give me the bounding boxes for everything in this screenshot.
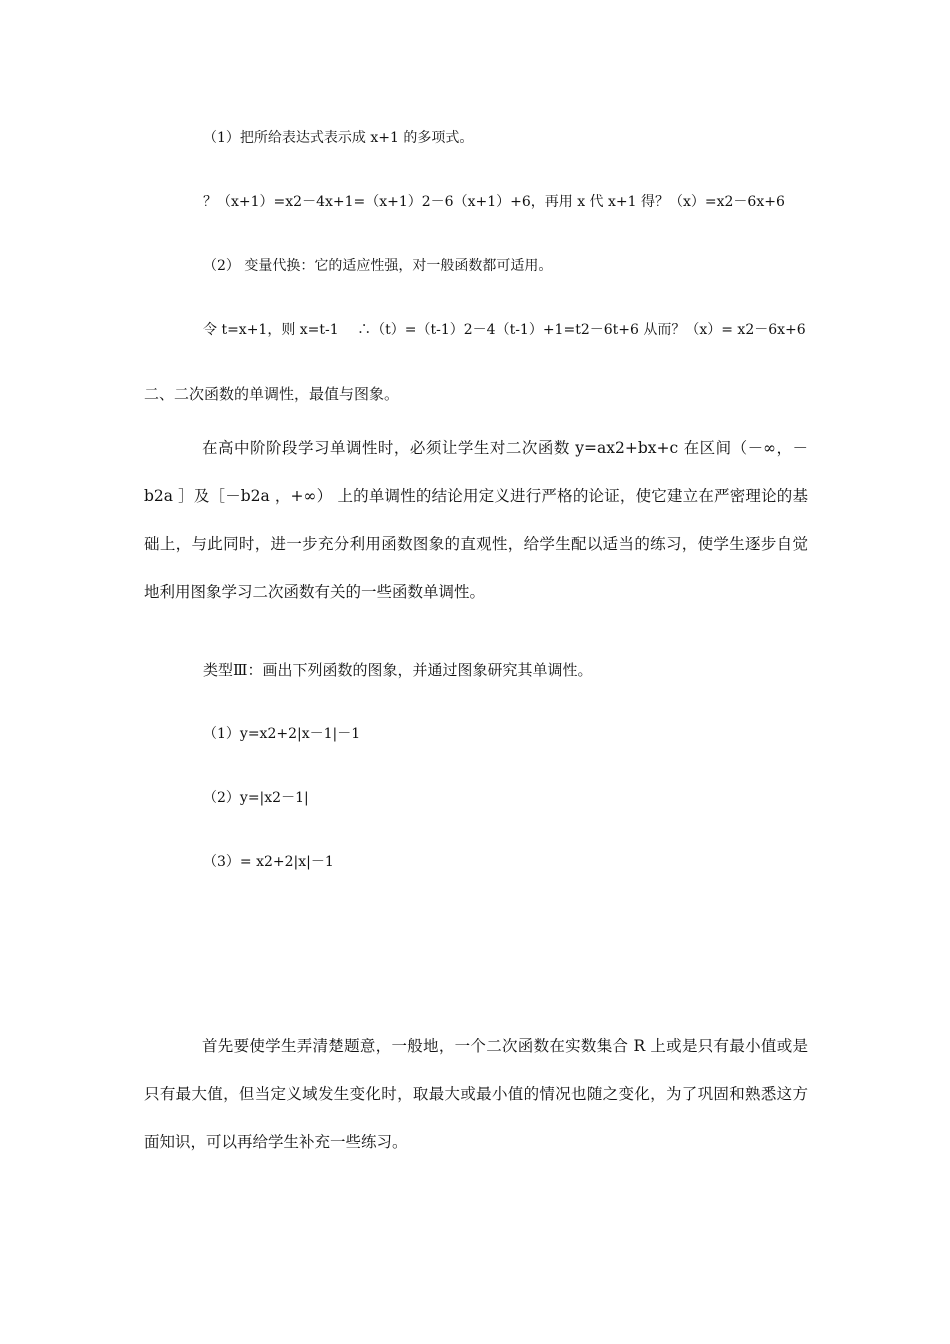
text-line-4: 令 t=x+1，则 x=t-1 ∴（t）=（t-1）2－4（t-1）+1=t2－6t+6 从而？（x）= x2－6x+6 bbox=[203, 322, 806, 338]
text-line-1: （1）把所给表达式表示成 x+1 的多项式。 bbox=[203, 130, 474, 146]
paragraph-monotonicity: 在高中阶阶段学习单调性时，必须让学生对二次函数 y=ax2+bx+c 在区间（－∞，－b2a ］及［－b2a ，+∞） 上的单调性的结论用定义进行严格的论证，使它建立在严密理论的基础上，与此同时，进一步充分利用函数图象的直观性，给学生配以适当的练习，使学生逐步自觉地利用图象学习二次函数有关的一些函数单调性。 bbox=[144, 439, 808, 601]
list-item-3: （3）= x2+2|x|－1 bbox=[203, 854, 334, 870]
type-three-heading: 类型Ⅲ：画出下列函数的图象，并通过图象研究其单调性。 bbox=[203, 661, 593, 679]
paragraph-summary: 首先要使学生弄清楚题意，一般地，一个二次函数在实数集合 R 上或是只有最小值或是只有最大值，但当定义域发生变化时，取最大或最小值的情况也随之变化，为了巩固和熟悉这方面知识，可以再给学生补充一些练习。 bbox=[144, 1037, 808, 1151]
list-item-2: （2）y=|x2－1| bbox=[203, 790, 309, 806]
text-line-3: （2） 变量代换：它的适应性强，对一般函数都可适用。 bbox=[203, 258, 553, 274]
text-line-2: ？（x+1）=x2－4x+1=（x+1）2－6（x+1）+6，再用 x 代 x+1 得？（x）=x2－6x+6 bbox=[203, 194, 785, 210]
list-item-1: （1）y=x2+2|x－1|－1 bbox=[203, 726, 361, 742]
section-heading: 二、二次函数的单调性，最值与图象。 bbox=[144, 385, 400, 403]
